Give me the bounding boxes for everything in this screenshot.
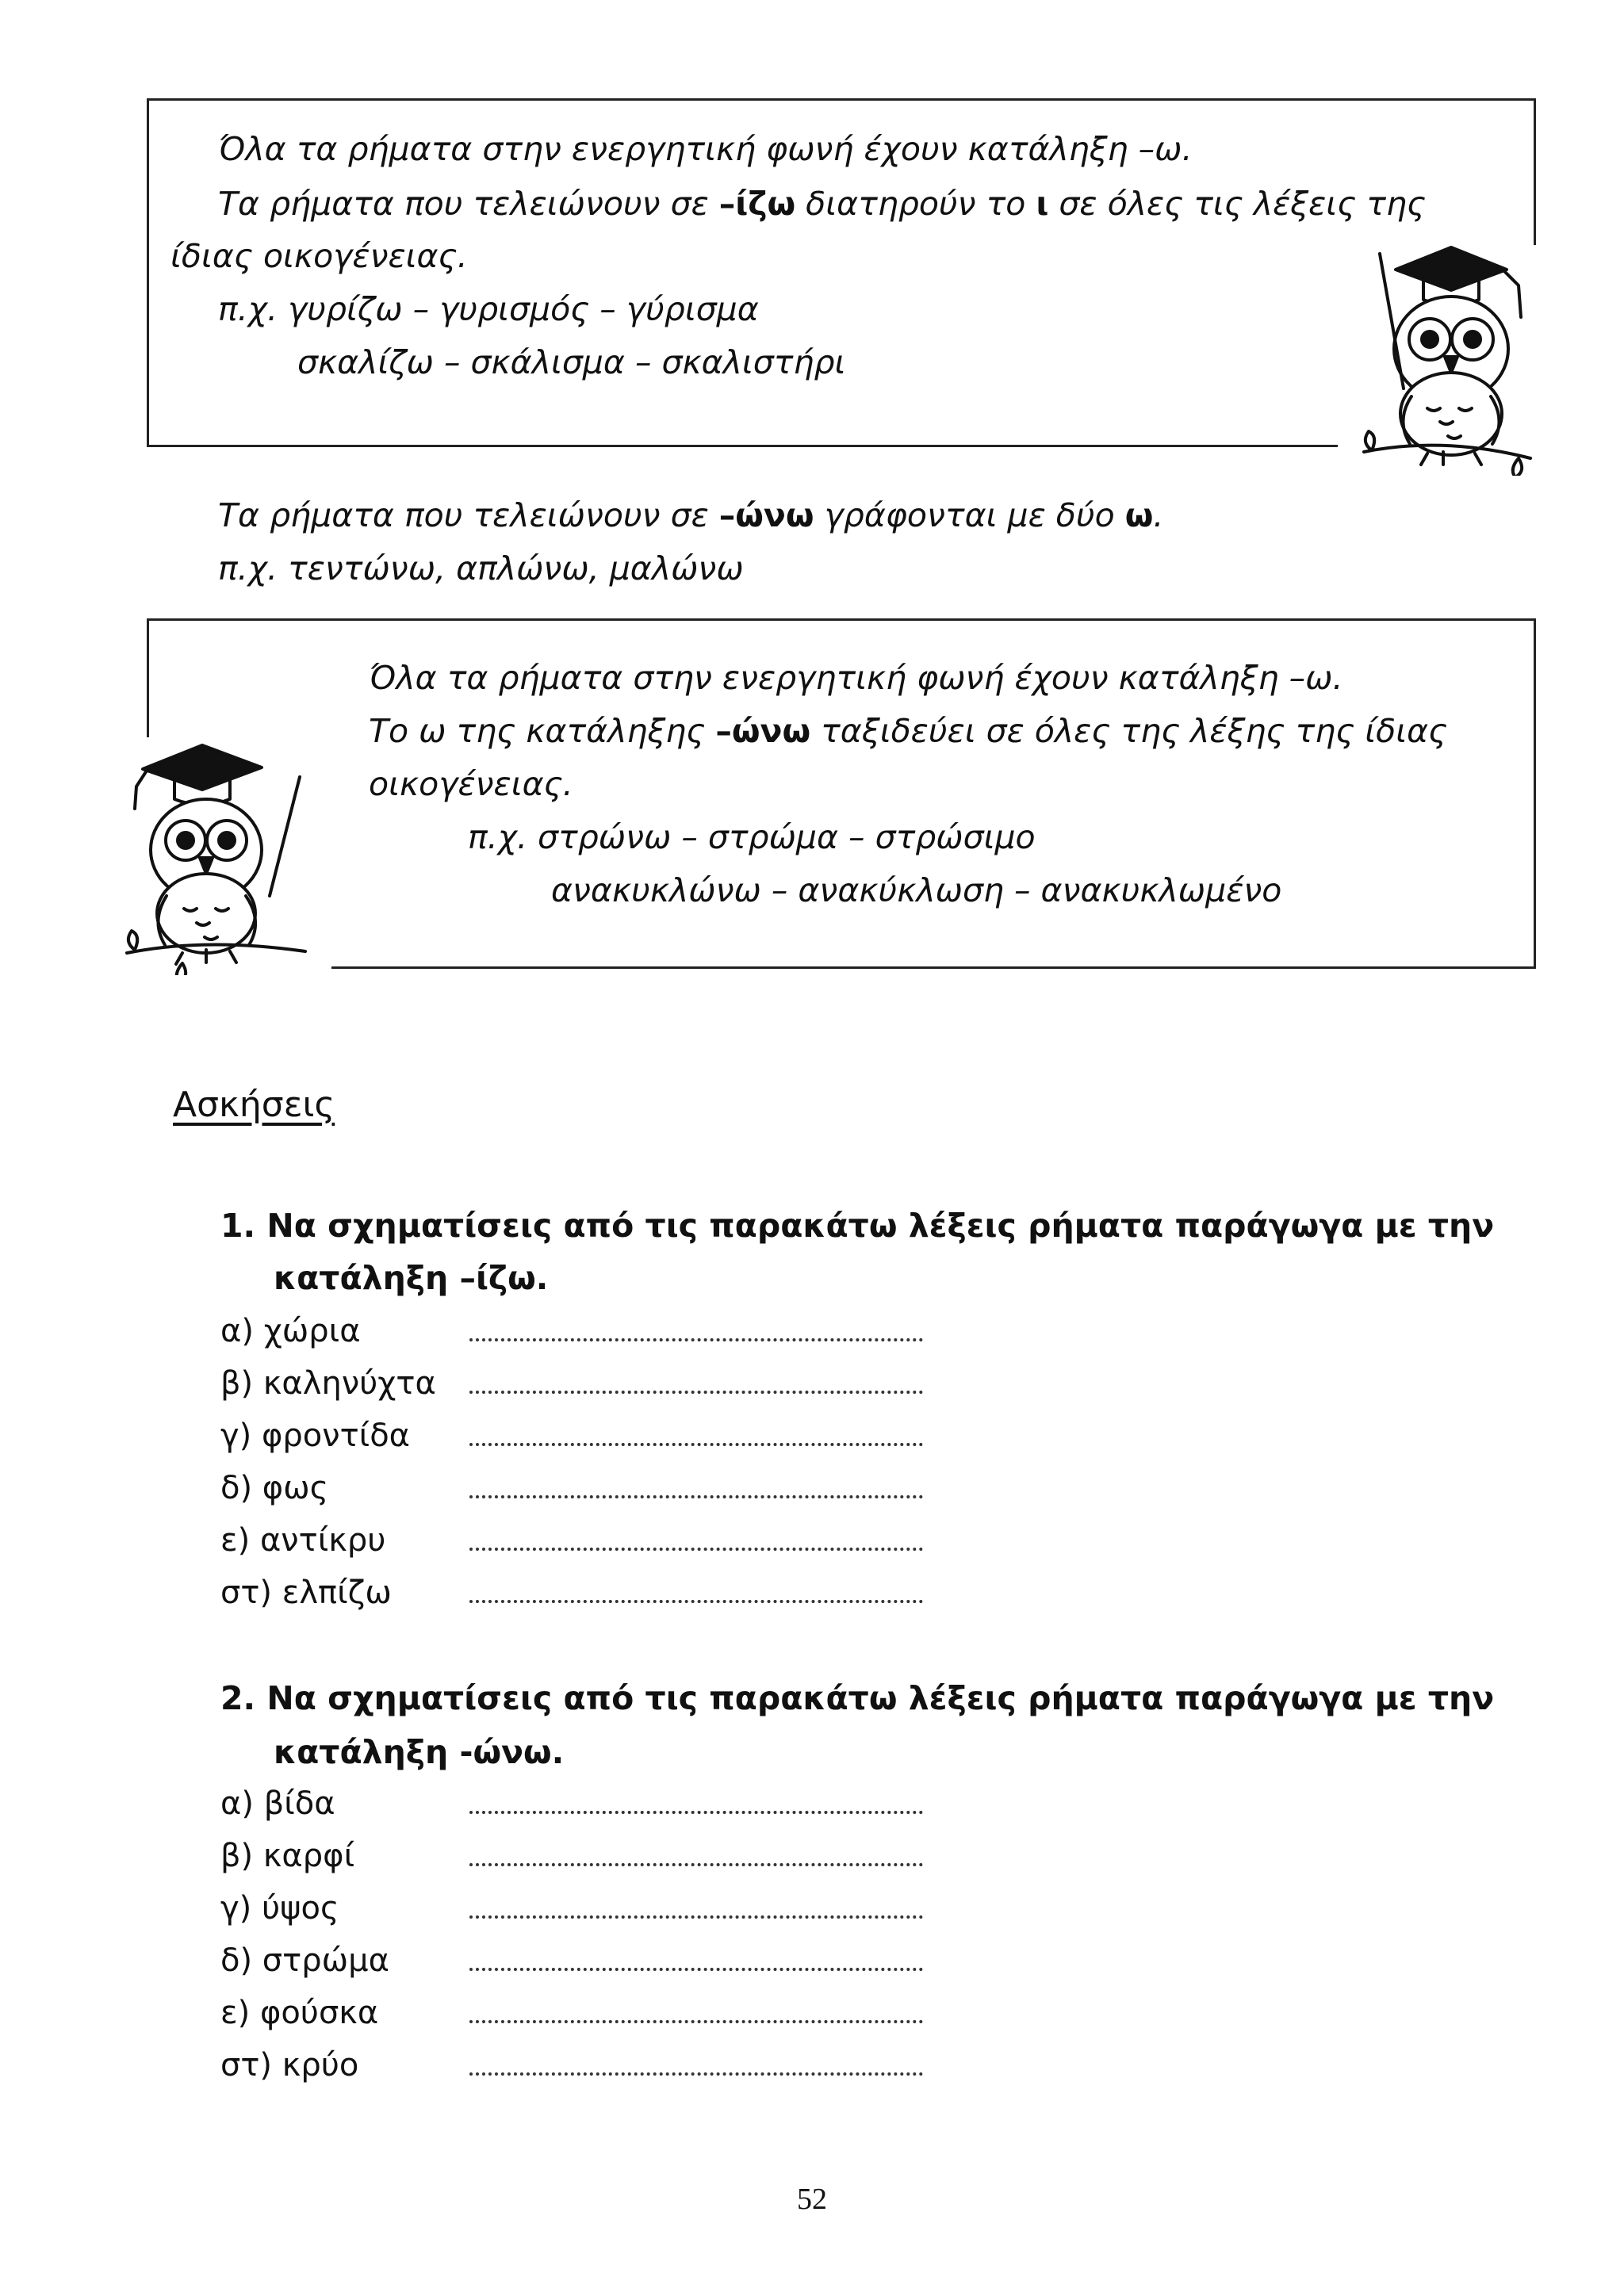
box2-line1: Όλα τα ρήματα στην ενεργητική φωνή έχουν κατάληξη –ω. [369, 659, 1343, 697]
middle-line1-text: Τα ρήματα που τελειώνουν σε [218, 496, 719, 534]
owl-graduate-icon [1348, 238, 1538, 476]
middle-line1-suffix: –ώνω [718, 496, 814, 534]
box1-line2-end: σε όλες τις λέξεις της [1048, 185, 1427, 223]
exercise1-item: α) χώρια [220, 1313, 361, 1349]
exercise1-item: ε) αντίκρυ [220, 1522, 386, 1559]
middle-line1-letter: ω [1124, 496, 1154, 534]
exercise2-instruction-line2: κατάληξη -ώνω. [274, 1733, 565, 1771]
box1-line2 [218, 185, 1427, 223]
exercise1-item: δ) φως [220, 1470, 329, 1506]
exercise1-item: στ) ελπίζω [220, 1575, 392, 1611]
exercise2-item: γ) ύψος [220, 1890, 339, 1927]
box1-right-border [1534, 98, 1536, 245]
box2-line2-text: Το ω της κατάληξης [369, 712, 716, 750]
owl-graduate-icon [119, 737, 317, 975]
middle-line1-mid: γράφονται με δύο [814, 496, 1125, 534]
middle-line1 [218, 496, 1164, 534]
box2-line2-end: ταξιδεύει σε όλες της λέξης της ίδιας [810, 712, 1448, 750]
exercise1-answer-line[interactable] [469, 1443, 923, 1446]
box1-left-border [147, 98, 149, 447]
box2-line2 [369, 712, 1448, 750]
box1-top-border [147, 98, 1536, 101]
exercise2-item: α) βίδα [220, 1785, 335, 1822]
page-number: 52 [797, 2183, 827, 2216]
exercises-title: Ασκήσεις [173, 1085, 335, 1125]
box2-top-border [147, 618, 1536, 621]
exercise2-answer-line[interactable] [469, 2020, 923, 2023]
exercise2-answer-line[interactable] [469, 1811, 923, 1814]
exercise2-answer-line[interactable] [469, 1915, 923, 1919]
middle-line2: π.χ. τεντώνω, απλώνω, μαλώνω [218, 549, 744, 587]
exercise2-item: β) καρφί [220, 1838, 355, 1874]
exercise2-answer-line[interactable] [469, 1863, 923, 1866]
exercise2-item: ε) φούσκα [220, 1995, 379, 2031]
exercise2-instruction-line1: 2. Να σχηματίσεις από τις παρακάτω λέξεις ρήματα παράγωγα με την [220, 1679, 1495, 1717]
box2-line5: ανακυκλώνω – ανακύκλωση – ανακυκλωμένο [551, 871, 1282, 909]
box1-line2-mid: διατηρούν το [795, 185, 1036, 223]
box1-line2-suffix: –ίζω [718, 185, 796, 223]
middle-line1-end: . [1153, 496, 1164, 534]
box1-line2-text: Τα ρήματα που τελειώνουν σε [218, 185, 719, 223]
box2-line4: π.χ. στρώνω – στρώμα – στρώσιμο [468, 818, 1036, 856]
box1-line5: σκαλίζω – σκάλισμα – σκαλιστήρι [297, 343, 846, 381]
exercise2-answer-line[interactable] [469, 1968, 923, 1971]
exercise2-item: στ) κρύο [220, 2047, 359, 2084]
box1-line1: Όλα τα ρήματα στην ενεργητική φωνή έχουν κατάληξη –ω. [218, 130, 1193, 168]
box1-line3: ίδιας οικογένειας. [170, 237, 468, 275]
box1-bottom-border [147, 445, 1338, 447]
box1-line4: π.χ. γυρίζω – γυρισμός – γύρισμα [218, 290, 759, 328]
box2-left-border [147, 618, 149, 737]
exercise1-instruction-line1: 1. Να σχηματίσεις από τις παρακάτω λέξεις ρήματα παράγωγα με την [220, 1207, 1495, 1245]
exercise2-item: δ) στρώμα [220, 1942, 389, 1979]
exercise2-answer-line[interactable] [469, 2072, 923, 2076]
box1-line2-letter: ι [1036, 185, 1049, 223]
exercise1-item: β) καληνύχτα [220, 1365, 436, 1402]
exercise1-answer-line[interactable] [469, 1495, 923, 1498]
exercise1-answer-line[interactable] [469, 1548, 923, 1551]
box2-bottom-border [331, 966, 1536, 969]
exercise1-instruction-line2: κατάληξη –ίζω. [274, 1259, 549, 1297]
box2-line2-suffix: –ώνω [715, 712, 811, 750]
box2-line3: οικογένειας. [369, 765, 573, 803]
exercise1-answer-line[interactable] [469, 1391, 923, 1394]
box2-right-border [1534, 618, 1536, 969]
exercise1-answer-line[interactable] [469, 1338, 923, 1341]
exercise1-answer-line[interactable] [469, 1600, 923, 1603]
exercise1-item: γ) φροντίδα [220, 1418, 411, 1454]
